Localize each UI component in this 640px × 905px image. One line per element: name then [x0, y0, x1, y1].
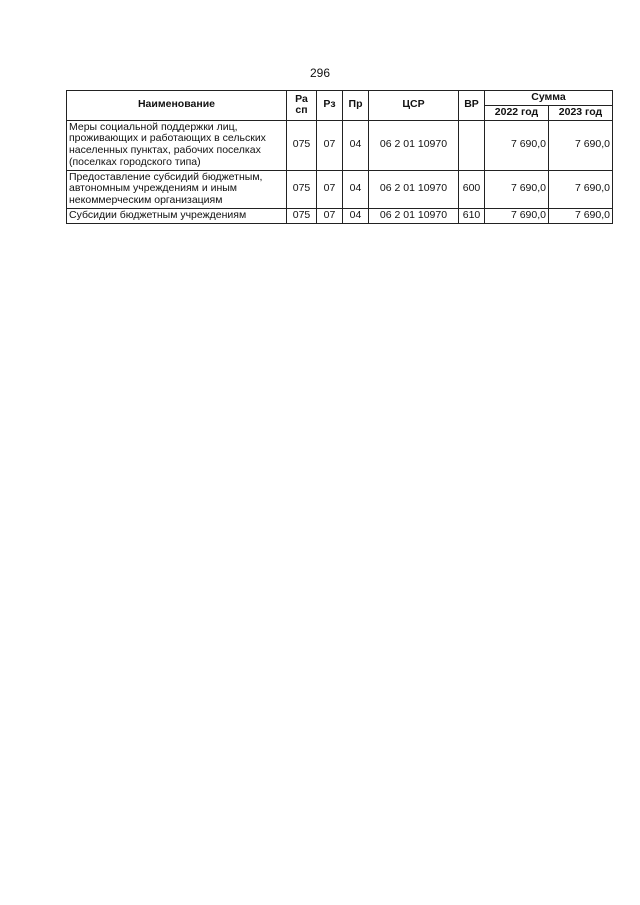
row-vr: 610 — [459, 208, 485, 223]
header-pr: Пр — [343, 91, 369, 121]
header-vr: ВР — [459, 91, 485, 121]
row-rz: 07 — [317, 120, 343, 170]
row-name: Меры социальной поддержки лиц, проживающих и работающих в сельских населенных пунктах, рабочих поселках (поселках городского типа) — [67, 120, 287, 170]
row-rzp: 075 — [287, 120, 317, 170]
header-rzp: Ра сп — [287, 91, 317, 121]
header-name: Наименование — [67, 91, 287, 121]
header-rz: Рз — [317, 91, 343, 121]
table-body — [67, 120, 613, 223]
row-vr — [459, 120, 485, 170]
row-name: Субсидии бюджетным учреждениям — [67, 208, 287, 223]
row-amount-2022: 7 690,0 — [485, 208, 549, 223]
row-rz: 07 — [317, 208, 343, 223]
row-name: Предоставление субсидий бюджетным, автономным учреждениям и иным некоммерческим организациям — [67, 170, 287, 208]
budget-table — [66, 90, 613, 224]
row-csr: 06 2 01 10970 — [369, 208, 459, 223]
row-amount-2023: 7 690,0 — [549, 120, 613, 170]
row-amount-2023: 7 690,0 — [549, 208, 613, 223]
row-amount-2023: 7 690,0 — [549, 170, 613, 208]
row-csr: 06 2 01 10970 — [369, 120, 459, 170]
row-vr: 600 — [459, 170, 485, 208]
row-amount-2022: 7 690,0 — [485, 170, 549, 208]
row-amount-2022: 7 690,0 — [485, 120, 549, 170]
row-pr: 04 — [343, 120, 369, 170]
table-row — [67, 120, 613, 170]
header-sum: Сумма — [485, 91, 613, 106]
table-header — [67, 91, 613, 121]
row-rz: 07 — [317, 170, 343, 208]
page-number: 296 — [309, 66, 331, 80]
row-rzp: 075 — [287, 170, 317, 208]
row-pr: 04 — [343, 170, 369, 208]
table-row — [67, 208, 613, 223]
row-pr: 04 — [343, 208, 369, 223]
header-year-2023: 2023 год — [549, 105, 613, 120]
row-csr: 06 2 01 10970 — [369, 170, 459, 208]
header-csr: ЦСР — [369, 91, 459, 121]
table-row — [67, 170, 613, 208]
header-year-2022: 2022 год — [485, 105, 549, 120]
row-rzp: 075 — [287, 208, 317, 223]
